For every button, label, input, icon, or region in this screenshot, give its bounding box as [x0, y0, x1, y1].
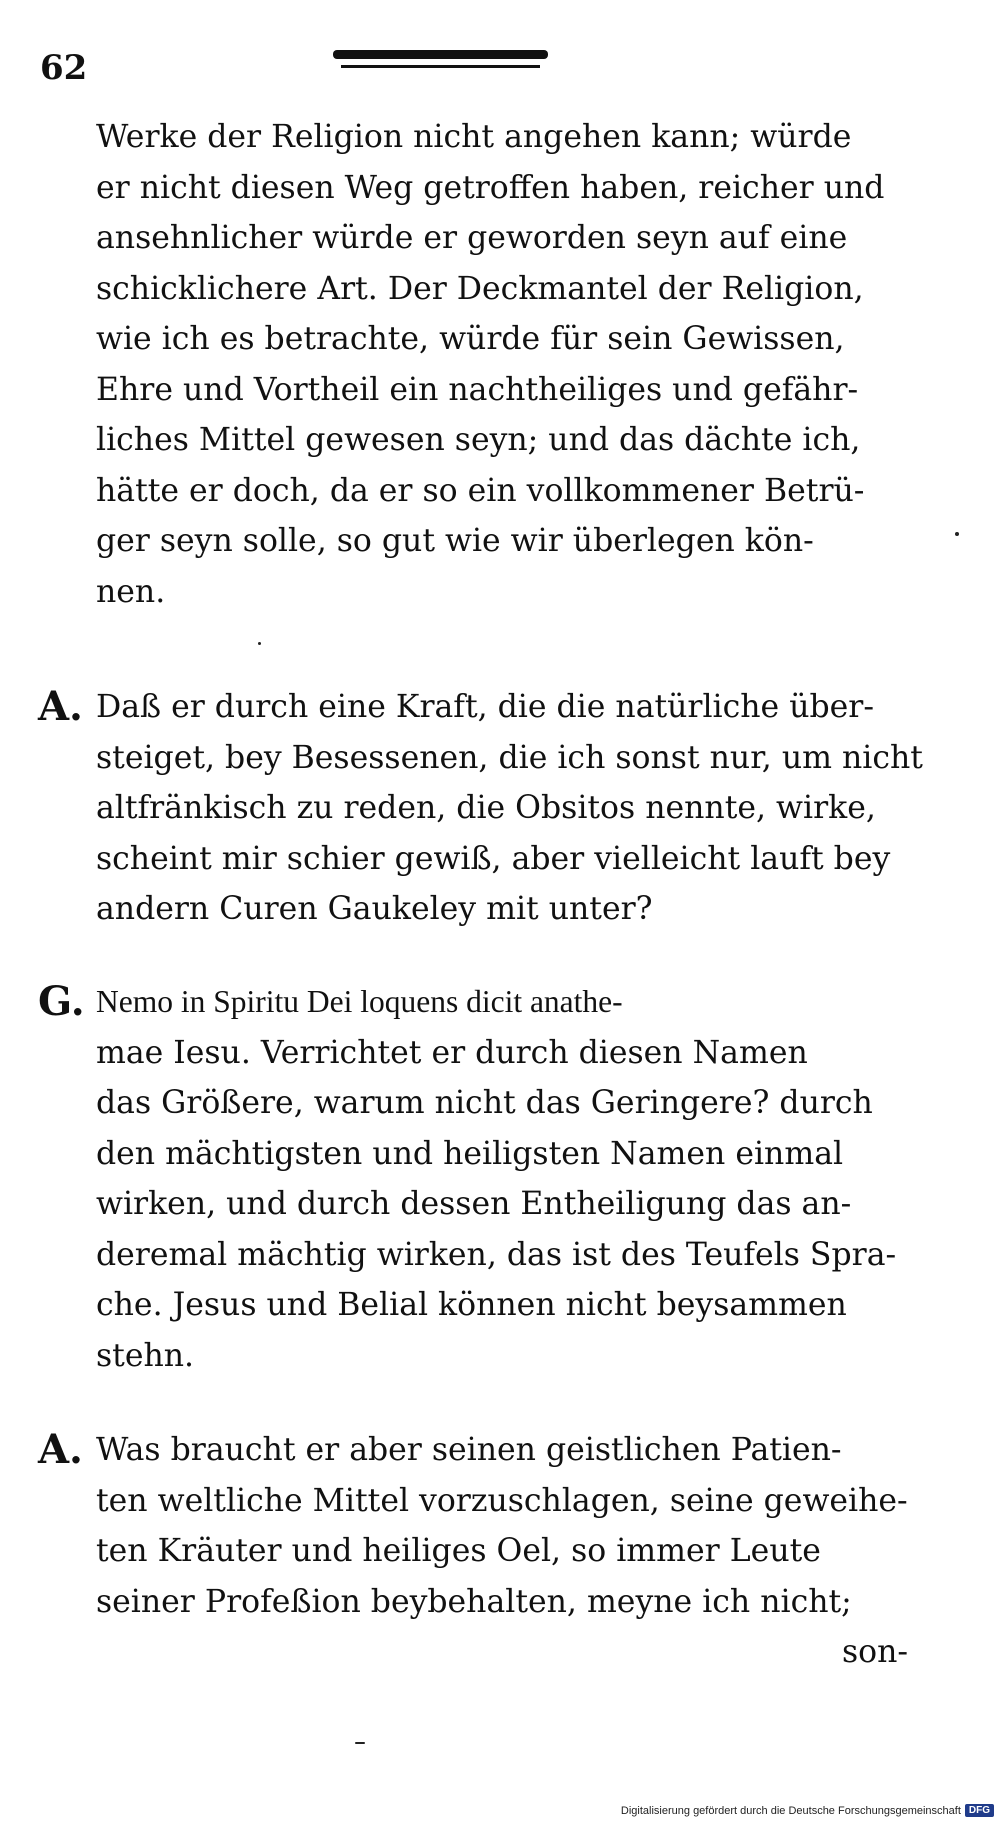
- text-line: nen.: [96, 573, 166, 610]
- text-line: che. Jesus und Belial können nicht beysammen: [96, 1287, 847, 1323]
- text-line: mae Iesu. Verrichtet er durch diesen Namen: [96, 1034, 808, 1071]
- text-line: altfränkisch zu reden, die Obsitos nennte, wirke,: [96, 790, 876, 826]
- text-line: liches Mittel gewesen seyn; und das dächte ich,: [96, 422, 861, 458]
- speaker-label: A.: [38, 683, 83, 730]
- text-line: wie ich es betrachte, würde für sein Gewissen,: [96, 321, 845, 357]
- header-rule: [333, 50, 548, 72]
- paragraph-2: [96, 682, 923, 935]
- paragraph-1: [96, 112, 908, 617]
- text-line: den mächtigsten und heiligsten Namen einmal: [96, 1135, 844, 1172]
- speaker-label: G.: [38, 978, 85, 1025]
- catchword: son-: [841, 1634, 908, 1670]
- text-line: schicklichere Art. Der Deckmantel der Religion,: [96, 270, 864, 307]
- paragraph-4: [96, 1425, 908, 1678]
- header-rule-thin: [341, 65, 540, 68]
- speaker-label: A.: [38, 1426, 83, 1473]
- text-line: Nemo in Spiritu Dei loquens dicit anathe-: [96, 984, 623, 1019]
- text-line: Was braucht er aber seinen geistlichen Patien-: [96, 1432, 842, 1468]
- text-line: das Größere, warum nicht das Geringere? durch: [96, 1085, 873, 1121]
- text-line: ten Kräuter und heiliges Oel, so immer Leute: [96, 1533, 821, 1569]
- digitization-footer: [621, 1804, 994, 1817]
- footer-text: Digitalisierung gefördert durch die Deutsche Forschungsgemeinschaft: [620, 1804, 961, 1817]
- dfg-logo: DFG: [965, 1804, 994, 1817]
- scan-speck: [355, 1742, 365, 1744]
- text-line: deremal mächtig wirken, das ist des Teufels Spra-: [96, 1236, 897, 1273]
- text-line: ansehnlicher würde er geworden seyn auf eine: [96, 220, 848, 256]
- paragraph-3: [96, 977, 908, 1381]
- text-line: andern Curen Gaukeley mit unter?: [96, 891, 653, 927]
- text-line: hätte er doch, da er so ein vollkommener Betrü-: [96, 472, 865, 509]
- scan-speck: [955, 532, 959, 536]
- text-line: steiget, bey Besessenen, die ich sonst nur, um nicht: [96, 739, 923, 776]
- text-line: scheint mir schier gewiß, aber vielleicht lauft bey: [96, 840, 891, 877]
- text-line: Ehre und Vortheil ein nachtheiliges und gefähr-: [96, 371, 859, 408]
- page-number: 62: [40, 48, 88, 88]
- text-line: stehn.: [96, 1337, 195, 1374]
- text-line: wirken, und durch dessen Entheiligung das an-: [96, 1186, 852, 1222]
- text-line: ten weltliche Mittel vorzuschlagen, seine geweihe-: [96, 1482, 908, 1519]
- text-line: seiner Profeßion beybehalten, meyne ich nicht;: [96, 1583, 852, 1620]
- text-line: ger seyn solle, so gut wie wir überlegen kön-: [96, 523, 814, 559]
- scan-speck: [258, 642, 261, 645]
- text-line: Daß er durch eine Kraft, die die natürliche über-: [96, 689, 875, 725]
- header-rule-thick: [333, 50, 548, 59]
- text-line: er nicht diesen Weg getroffen haben, reicher und: [96, 169, 885, 206]
- text-line: Werke der Religion nicht angehen kann; würde: [96, 119, 852, 155]
